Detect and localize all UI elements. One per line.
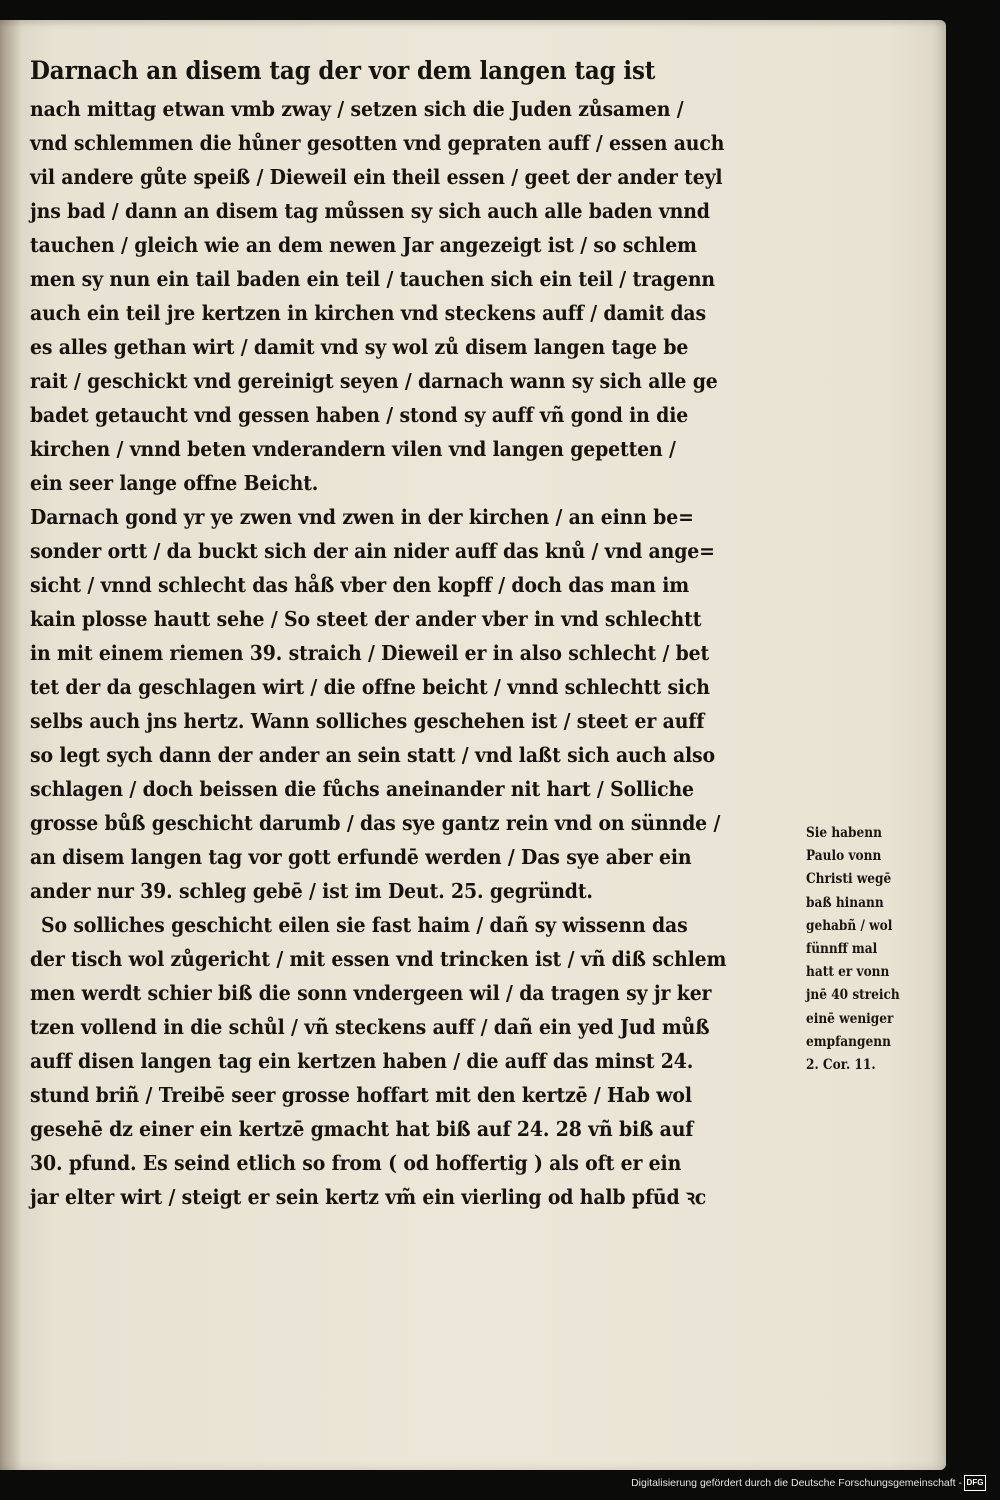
margin-note-line: Christi wegē xyxy=(806,871,892,888)
text-line: es alles gethan wirt / damit vnd sy wol zů disem langen tage be xyxy=(30,335,689,359)
text-line: 30. pfund. Es seind etlich so from ( od hoffertig ) als oft er ein xyxy=(30,1151,682,1175)
text-line: Darnach gond yr ye zwen vnd zwen in der kirchen / an einn be= xyxy=(30,505,694,529)
text-line: tet der da geschlagen wirt / die offne beicht / vnnd schlechtt sich xyxy=(30,675,710,699)
margin-note-line: hatt er vonn xyxy=(806,964,890,981)
text-line: selbs auch jns hertz. Wann solliches geschehen ist / steet er auff xyxy=(30,709,705,733)
text-line: vnd schlemmen die hůner gesotten vnd gepraten auff / essen auch xyxy=(30,131,725,155)
text-line: ein seer lange offne Beicht. xyxy=(30,471,319,495)
text-line: gesehē dz einer ein kertzē gmacht hat biß auf 24. 28 vñ biß auf xyxy=(30,1117,694,1141)
text-line: grosse bůß geschicht darumb / das sye gantz rein vnd on sünnde / xyxy=(30,811,721,835)
text-line: men sy nun ein tail baden ein teil / tauchen sich ein teil / tragenn xyxy=(30,267,715,291)
text-line: vil andere gůte speiß / Dieweil ein theil essen / geet der ander teyl xyxy=(30,165,723,189)
text-line: so legt sych dann der ander an sein statt / vnd laßt sich auch also xyxy=(30,743,715,767)
text-line: nach mittag etwan vmb zway / setzen sich die Juden zůsamen / xyxy=(30,97,684,121)
scanned-page xyxy=(0,20,946,1470)
margin-note-line: 2. Cor. 11. xyxy=(806,1056,876,1073)
text-line: an disem langen tag vor gott erfundē werden / Das sye aber ein xyxy=(30,845,692,869)
text-line: men werdt schier biß die sonn vndergeen wil / da tragen sy jr ker xyxy=(30,981,712,1005)
text-line: in mit einem riemen 39. straich / Dieweil er in also schlecht / bet xyxy=(30,641,710,665)
text-line: tzen vollend in die schůl / vñ steckens auff / dañ ein yed Jud můß xyxy=(30,1015,710,1039)
margin-note-line: einē weniger xyxy=(806,1010,894,1027)
text-line: ander nur 39. schleg gebē / ist im Deut. 25. gegründt. xyxy=(30,879,593,903)
text-line: Darnach an disem tag der vor dem langen tag ist xyxy=(30,56,656,85)
margin-note-line: Paulo vonn xyxy=(806,848,882,865)
text-line: stund briñ / Treibē seer grosse hoffart mit den kertzē / Hab wol xyxy=(30,1083,692,1107)
text-line: kain plosse hautt sehe / So steet der ander vber in vnd schlechtt xyxy=(30,607,702,631)
text-line: sonder ortt / da buckt sich der ain nider auff das knů / vnd ange= xyxy=(30,539,715,563)
text-line: So solliches geschicht eilen sie fast haim / dañ sy wissenn das xyxy=(41,913,688,937)
margin-note-line: fünnff mal xyxy=(806,940,878,957)
text-line: auch ein teil jre kertzen in kirchen vnd steckens auff / damit das xyxy=(30,301,706,325)
margin-note-line: baß hinann xyxy=(806,894,884,911)
text-line: badet getaucht vnd gessen haben / stond sy auff vñ gond in die xyxy=(30,403,689,427)
text-line: schlagen / doch beissen die fůchs aneinander nit hart / Solliche xyxy=(30,777,694,801)
dfg-logo: DFG xyxy=(964,1475,986,1491)
text-line: auff disen langen tag ein kertzen haben / die auff das minst 24. xyxy=(30,1049,694,1073)
text-line: kirchen / vnnd beten vnderandern vilen vnd langen gepetten / xyxy=(30,437,676,461)
text-line: jns bad / dann an disem tag můssen sy sich auch alle baden vnnd xyxy=(30,199,710,223)
text-line: rait / geschickt vnd gereinigt seyen / darnach wann sy sich alle ge xyxy=(30,369,718,393)
text-line: tauchen / gleich wie an dem newen Jar angezeigt ist / so schlem xyxy=(30,233,697,257)
text-line: sicht / vnnd schlecht das håß vber den kopff / doch das man im xyxy=(30,573,690,597)
text-line: der tisch wol zůgericht / mit essen vnd trincken ist / vñ diß schlem xyxy=(30,947,727,971)
margin-note-line: empfangenn xyxy=(806,1033,891,1050)
margin-note-line: Sie habenn xyxy=(806,825,882,841)
digitization-credit: Digitalisierung gefördert durch die Deutsche Forschungsgemeinschaft - xyxy=(631,1477,962,1489)
main-text-block xyxy=(30,50,805,1214)
margin-note-line: jnē 40 streich xyxy=(806,987,900,1004)
margin-note-line: gehabñ / wol xyxy=(806,917,893,934)
margin-note xyxy=(806,822,938,1077)
text-line: jar elter wirt / steigt er sein kertz vm̃ ein vierling od halb pfūd ꝛc xyxy=(30,1185,707,1209)
